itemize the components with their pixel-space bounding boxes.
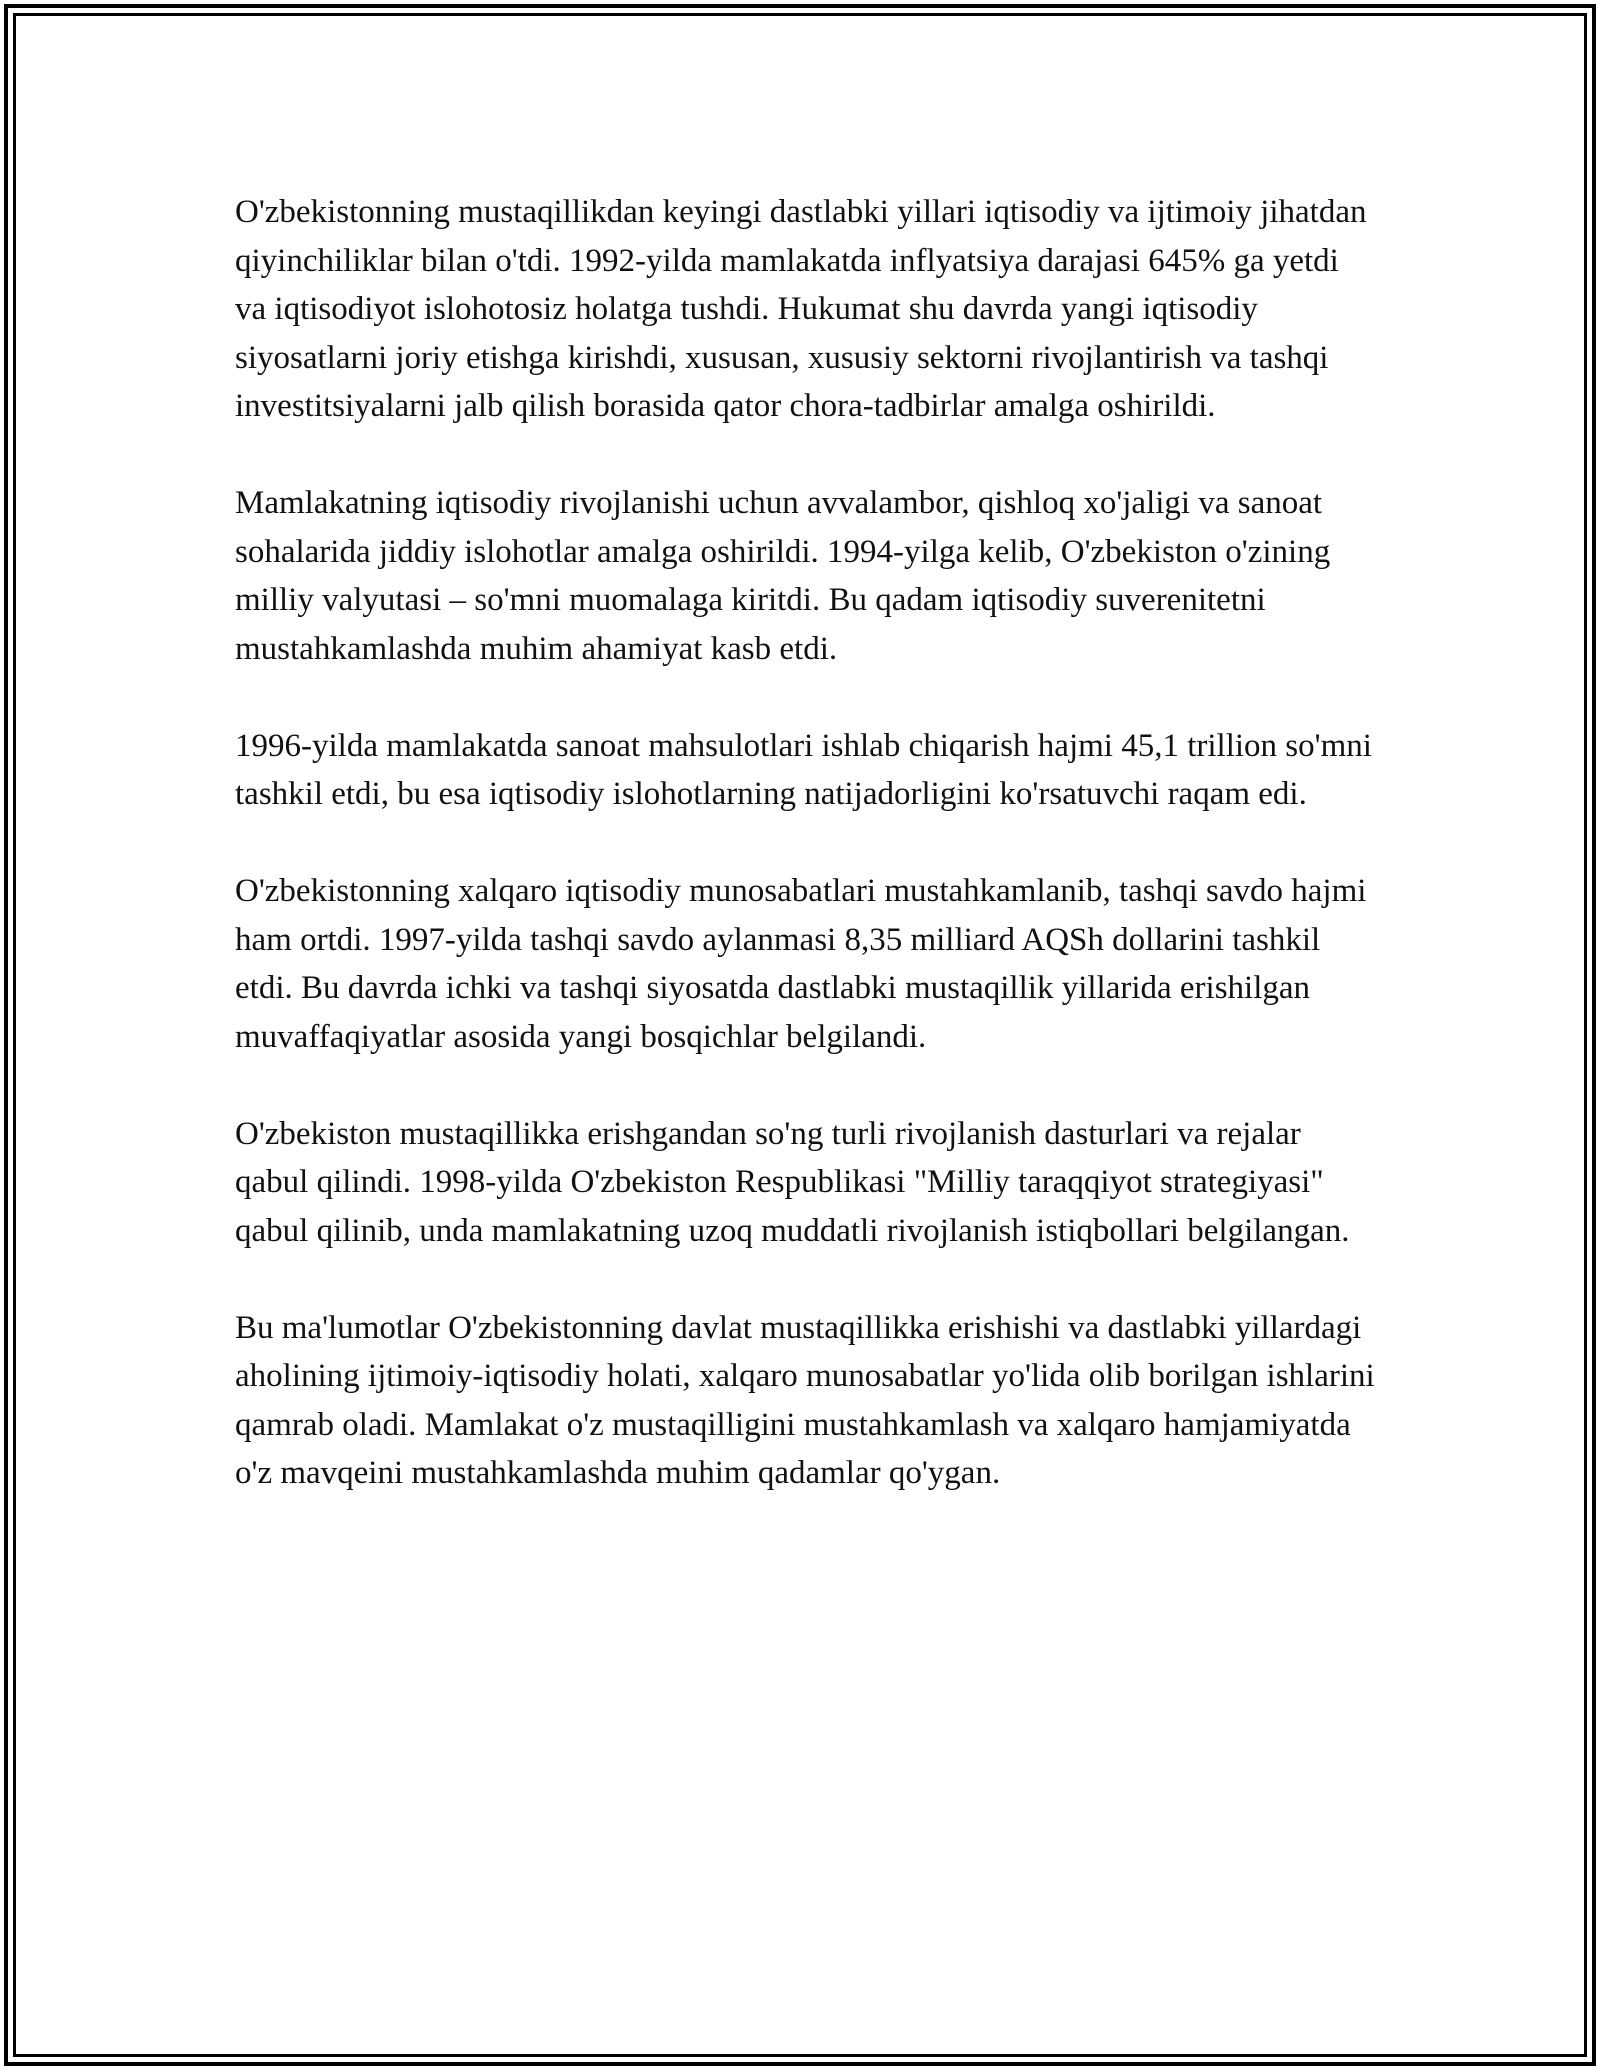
paragraph-4: O'zbekistonning xalqaro iqtisodiy munosabatlari mustahkamlanib, tashqi savdo hajmi ham ortdi. 1997-yilda tashqi savdo aylanmasi 8,35 milliard AQSh dollarini tashkil etdi. Bu davrda ichki va tashqi siyosatda dastlabki mustaqillik yillarida erishilgan muvaffaqiyatlar asosida yangi bosqichlar belgilandi. (235, 873, 1367, 1055)
paragraph-5: O'zbekiston mustaqillikka erishgandan so'ng turli rivojlanish dasturlari va rejalar qabul qilindi. 1998-yilda O'zbekiston Respublikasi "Milliy taraqqiyot strategiyasi" qabul qilinib, unda mamlakatning uzoq muddatli rivojlanish istiqbollari belgilangan. (235, 1115, 1350, 1249)
paragraph-6: Bu ma'lumotlar O'zbekistonning davlat mustaqillikka erishishi va dastlabki yillardagi aholining ijtimoiy-iqtisodiy holati, xalqaro munosabatlar yo'lida olib borilgan ishlarini qamrab oladi. Mamlakat o'z mustaqilligini mustahkamlash va xalqaro hamjamiyatda o'z mavqeini mustahkamlashda muhim qadamlar qo'ygan. (235, 1309, 1375, 1491)
paragraph-1: O'zbekistonning mustaqillikdan keyingi dastlabki yillari iqtisodiy va ijtimoiy jihatdan qiyinchiliklar bilan o'tdi. 1992-yilda mamlakatda inflyatsiya darajasi 645% ga yetdi va iqtisodiyot islohotosiz holatga tushdi. Hukumat shu davrda yangi iqtisodiy siyosatlarni joriy etishga kirishdi, xususan, xususiy sektorni rivojlantirish va tashqi investitsiyalarni jalb qilish borasida qator chora-tadbirlar amalga oshirildi. (235, 194, 1367, 424)
paragraph-3: 1996-yilda mamlakatda sanoat mahsulotlari ishlab chiqarish hajmi 45,1 trillion so'mni tashkil etdi, bu esa iqtisodiy islohotlarning natijadorligini ko'rsatuvchi raqam edi. (235, 727, 1372, 812)
paragraph-2: Mamlakatning iqtisodiy rivojlanishi uchun avvalambor, qishloq xo'jaligi va sanoat sohalarida jiddiy islohotlar amalga oshirildi. 1994-yilga kelib, O'zbekiston o'zining milliy valyutasi – so'mni muomalaga kiritdi. Bu qadam iqtisodiy suverenitetni mustahkamlashda muhim ahamiyat kasb etdi. (235, 485, 1331, 667)
document-body (235, 188, 1375, 1546)
